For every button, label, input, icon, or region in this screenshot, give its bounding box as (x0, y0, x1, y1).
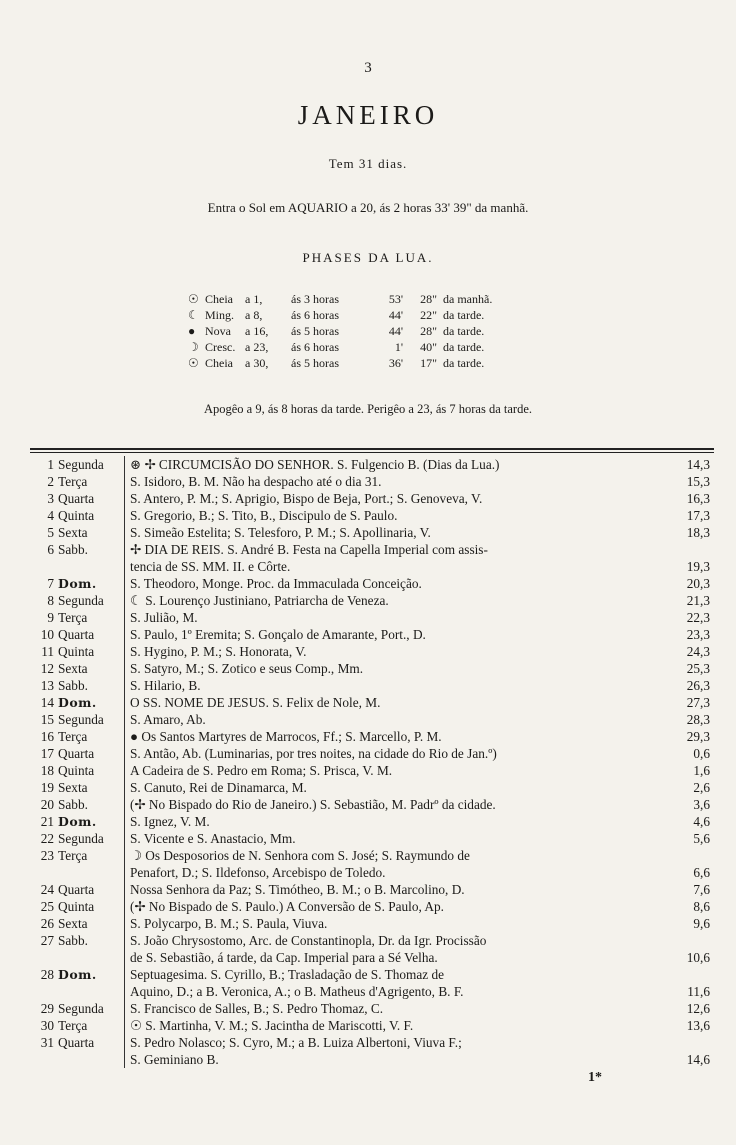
day-entry (125, 915, 714, 932)
moon-age (664, 847, 714, 864)
moon-age: 16,3 (686, 491, 710, 506)
weekday: Sexta (54, 779, 125, 796)
day-row (30, 456, 714, 473)
moon-age: 8,6 (693, 899, 710, 914)
day-entry (125, 694, 714, 711)
moon-age: 27,3 (686, 695, 710, 710)
days-count: Tem 31 dias. (328, 156, 408, 171)
day-entry (125, 932, 714, 966)
day-number: 2 (47, 474, 54, 489)
day-row (30, 694, 714, 711)
day-entry (125, 1017, 714, 1034)
sun-entry-note: Entra o Sol em AQUARIO a 20, ás 2 horas 33' 39" da manhã. (207, 200, 529, 215)
entry-line (130, 473, 714, 490)
saints-text: S. Vicente e S. Anastacio, Mm. (130, 831, 296, 846)
saints-text: S. Paulo, 1º Eremita; S. Gonçalo de Amarante, Port., D. (130, 627, 426, 642)
weekday: Sabb. (54, 796, 125, 813)
phase-day: a 8, (245, 308, 263, 322)
apogee-perigee-note: Apogêo a 9, ás 8 horas da tarde. Perigêo a 23, ás 7 horas da tarde. (203, 402, 532, 416)
entry-line (130, 694, 714, 711)
day-row (30, 609, 714, 626)
day-number: 24 (40, 882, 54, 897)
day-row (30, 830, 714, 847)
entry-line (130, 541, 714, 558)
phase-name: Ming. (205, 308, 235, 322)
day-entry (125, 779, 714, 796)
saints-text: ☾ S. Lourenço Justiniano, Patriarcha de Veneza. (130, 593, 389, 608)
day-row (30, 541, 714, 575)
day-entry (125, 507, 714, 524)
moon-age (664, 932, 714, 949)
moon-age: 3,6 (693, 797, 710, 812)
saints-text: S. Geminiano B. (130, 1052, 219, 1067)
day-number: 3 (47, 491, 54, 506)
day-number: 4 (47, 508, 54, 523)
entry-line (130, 864, 714, 881)
phase-minutes: 1' (394, 340, 403, 354)
signature-mark: 1* (588, 1070, 602, 1085)
phase-day: a 30, (245, 356, 269, 370)
moon-phase-icon: ☽ (188, 340, 199, 354)
moon-phase-icon: ● (188, 324, 196, 338)
day-entry (125, 830, 714, 847)
moon-age: 20,3 (686, 576, 710, 591)
moon-phase-row (188, 323, 492, 339)
moon-age (664, 1034, 714, 1051)
day-number: 12 (40, 661, 54, 676)
day-number: 1 (47, 457, 54, 472)
saints-text: S. Julião, M. (130, 610, 198, 625)
day-entry (125, 1000, 714, 1017)
weekday: Sexta (54, 660, 125, 677)
day-row (30, 779, 714, 796)
day-entry (125, 762, 714, 779)
day-entry (125, 626, 714, 643)
saints-text: S. João Chrysostomo, Arc. de Constantinopla, Dr. da Igr. Procissão (130, 933, 487, 948)
entry-line (130, 592, 714, 609)
day-number: 21 (40, 814, 54, 829)
day-row (30, 762, 714, 779)
day-entry (125, 881, 714, 898)
saints-text: tencia de SS. MM. II. e Côrte. (130, 559, 291, 574)
phase-minutes: 44' (388, 308, 403, 322)
entry-line (130, 898, 714, 915)
entry-line (130, 507, 714, 524)
day-entry (125, 677, 714, 694)
moon-age: 13,6 (686, 1018, 710, 1033)
moon-age: 4,6 (693, 814, 710, 829)
weekday: Quinta (54, 762, 125, 779)
weekday: Sexta (54, 524, 125, 541)
weekday: Segunda (54, 456, 125, 473)
day-entry (125, 643, 714, 660)
day-number: 16 (40, 729, 54, 744)
moon-age: 28,3 (686, 712, 710, 727)
phase-hour: ás 6 horas (291, 308, 339, 322)
day-number: 27 (40, 933, 54, 948)
saints-text: O SS. NOME DE JESUS. S. Felix de Nole, M. (130, 695, 381, 710)
phase-name: Cheia (205, 356, 233, 370)
day-entry (125, 609, 714, 626)
phase-period: da tarde. (443, 356, 485, 370)
day-entry (125, 728, 714, 745)
day-number: 14 (40, 695, 54, 710)
day-number: 7 (47, 576, 54, 591)
saints-text: Penafort, D.; S. Ildefonso, Arcebispo de Toledo. (130, 865, 386, 880)
day-number: 9 (47, 610, 54, 625)
day-row (30, 728, 714, 745)
day-number: 23 (40, 848, 54, 863)
day-entry (125, 966, 714, 1000)
moon-age: 18,3 (686, 525, 710, 540)
entry-line (130, 1051, 714, 1068)
day-number: 28 (40, 967, 54, 982)
page-number: 3 (364, 60, 372, 76)
weekday: Sabb. (54, 932, 125, 966)
weekday: Dom. (54, 575, 125, 592)
day-row (30, 898, 714, 915)
saints-text: S. Hilario, B. (130, 678, 201, 693)
weekday: Terça (54, 473, 125, 490)
day-row (30, 592, 714, 609)
moon-age: 25,3 (686, 661, 710, 676)
weekday: Terça (54, 1017, 125, 1034)
saints-text: S. Ignez, V. M. (130, 814, 210, 829)
moon-age (664, 541, 714, 558)
moon-age: 7,6 (693, 882, 710, 897)
saints-text: S. Isidoro, B. M. Não ha despacho até o dia 31. (130, 474, 382, 489)
saints-text: ☽ Os Desposorios de N. Senhora com S. José; S. Raymundo de (130, 848, 470, 863)
day-entry (125, 796, 714, 813)
double-rule-top (30, 448, 714, 450)
day-entry (125, 1034, 714, 1068)
day-row (30, 813, 714, 830)
day-row (30, 1017, 714, 1034)
saints-text: ☉ S. Martinha, V. M.; S. Jacintha de Mariscotti, V. F. (130, 1018, 414, 1033)
moon-phase-icon: ☉ (188, 292, 199, 306)
day-row (30, 677, 714, 694)
entry-line (130, 1000, 714, 1017)
saints-text: S. Amaro, Ab. (130, 712, 206, 727)
saints-text: (✢ No Bispado de S. Paulo.) A Conversão de S. Paulo, Ap. (130, 899, 445, 914)
saints-text: S. Satyro, M.; S. Zotico e seus Comp., Mm. (130, 661, 364, 676)
day-entry (125, 575, 714, 592)
day-row (30, 524, 714, 541)
moon-age: 5,6 (693, 831, 710, 846)
weekday: Quarta (54, 626, 125, 643)
moon-phase-icon: ☉ (188, 356, 199, 370)
saints-text: S. Antero, P. M.; S. Aprigio, Bispo de Beja, Port.; S. Genoveva, V. (130, 491, 483, 506)
day-entry (125, 660, 714, 677)
day-row (30, 796, 714, 813)
day-number: 25 (40, 899, 54, 914)
saints-text: Septuagesima. S. Cyrillo, B.; Trasladação de S. Thomaz de (130, 967, 445, 982)
moon-phases-list (188, 291, 492, 371)
weekday: Sabb. (54, 677, 125, 694)
entry-line (130, 456, 714, 473)
moon-phase-row (188, 339, 492, 355)
moon-age: 22,3 (686, 610, 710, 625)
saints-text: S. Theodoro, Monge. Proc. da Immaculada Conceição. (130, 576, 422, 591)
phase-period: da tarde. (443, 340, 485, 354)
moon-age: 23,3 (686, 627, 710, 642)
phase-name: Nova (205, 324, 231, 338)
day-number: 19 (40, 780, 54, 795)
day-row (30, 507, 714, 524)
entry-line (130, 728, 714, 745)
saints-text: S. Simeão Estelita; S. Telesforo, P. M.; S. Apollinaria, V. (130, 525, 431, 540)
moon-age: 15,3 (686, 474, 710, 489)
day-entry (125, 711, 714, 728)
weekday: Terça (54, 609, 125, 626)
weekday: Quinta (54, 643, 125, 660)
saints-text: de S. Sebastião, á tarde, da Cap. Imperial para a Sé Velha. (130, 950, 438, 965)
day-number: 13 (40, 678, 54, 693)
phase-hour: ás 5 horas (291, 356, 339, 370)
weekday: Dom. (54, 966, 125, 1000)
phase-seconds: 28" (420, 324, 437, 338)
day-row (30, 932, 714, 966)
day-row (30, 881, 714, 898)
phase-hour: ás 3 horas (291, 292, 339, 306)
entry-line (130, 1034, 714, 1051)
day-row (30, 643, 714, 660)
phase-minutes: 36' (388, 356, 403, 370)
moon-phase-icon: ☾ (188, 308, 199, 322)
saints-text: ● Os Santos Martyres de Marrocos, Ff.; S. Marcello, P. M. (130, 729, 442, 744)
moon-age: 12,6 (686, 1001, 710, 1016)
saints-text: S. Polycarpo, B. M.; S. Paula, Viuva. (130, 916, 328, 931)
weekday: Dom. (54, 694, 125, 711)
double-rule-bottom (30, 452, 714, 453)
saints-text: (✢ No Bispado do Rio de Janeiro.) S. Sebastião, M. Padrº da cidade. (130, 797, 496, 812)
moon-phase-row (188, 307, 492, 323)
day-row (30, 847, 714, 881)
day-row (30, 1000, 714, 1017)
phase-seconds: 17" (420, 356, 437, 370)
day-number: 17 (40, 746, 54, 761)
moon-age: 10,6 (686, 950, 710, 965)
saints-text: S. Antão, Ab. (Luminarias, por tres noites, na cidade do Rio de Jan.º) (130, 746, 497, 761)
moon-age: 17,3 (686, 508, 710, 523)
moon-age: 11,6 (687, 984, 710, 999)
day-number: 29 (40, 1001, 54, 1016)
phase-period: da tarde. (443, 324, 485, 338)
phase-seconds: 40" (420, 340, 437, 354)
day-number: 20 (40, 797, 54, 812)
weekday: Segunda (54, 830, 125, 847)
moon-age: 24,3 (686, 644, 710, 659)
entry-line (130, 779, 714, 796)
phase-hour: ás 5 horas (291, 324, 339, 338)
day-row (30, 966, 714, 1000)
day-entry (125, 898, 714, 915)
day-number: 5 (47, 525, 54, 540)
day-entry (125, 490, 714, 507)
day-entry (125, 456, 714, 473)
entry-line (130, 966, 714, 983)
day-number: 26 (40, 916, 54, 931)
phase-minutes: 44' (388, 324, 403, 338)
saints-text: S. Pedro Nolasco; S. Cyro, M.; a B. Luiza Albertoni, Viuva F.; (130, 1035, 462, 1050)
day-number: 8 (47, 593, 54, 608)
entry-line (130, 813, 714, 830)
saints-text: S. Canuto, Rei de Dinamarca, M. (130, 780, 307, 795)
entry-line (130, 847, 714, 864)
day-row (30, 626, 714, 643)
day-row (30, 711, 714, 728)
day-row (30, 1034, 714, 1068)
entry-line (130, 830, 714, 847)
day-entry (125, 745, 714, 762)
day-entry (125, 524, 714, 541)
month-title: JANEIRO (297, 100, 439, 130)
weekday: Terça (54, 847, 125, 881)
day-row (30, 745, 714, 762)
day-row (30, 915, 714, 932)
moon-age (664, 966, 714, 983)
day-row (30, 473, 714, 490)
day-number: 11 (41, 644, 54, 659)
entry-line (130, 558, 714, 575)
entry-line (130, 932, 714, 949)
entry-line (130, 660, 714, 677)
entry-line (130, 949, 714, 966)
saints-text: S. Gregorio, B.; S. Tito, B., Discipulo de S. Paulo. (130, 508, 398, 523)
day-row (30, 575, 714, 592)
entry-line (130, 796, 714, 813)
weekday: Dom. (54, 813, 125, 830)
calendar-table (30, 456, 714, 1068)
day-row (30, 490, 714, 507)
saints-text: A Cadeira de S. Pedro em Roma; S. Prisca, V. M. (130, 763, 393, 778)
phase-period: da tarde. (443, 308, 485, 322)
moon-age: 6,6 (693, 865, 710, 880)
day-number: 18 (40, 763, 54, 778)
weekday: Quinta (54, 898, 125, 915)
moon-age: 0,6 (693, 746, 710, 761)
moon-phases-title: PHASES DA LUA. (302, 250, 434, 265)
saints-text: Nossa Senhora da Paz; S. Timótheo, B. M.; o B. Marcolino, D. (130, 882, 465, 897)
entry-line (130, 524, 714, 541)
day-number: 31 (40, 1035, 54, 1050)
moon-age: 9,6 (693, 916, 710, 931)
moon-age: 2,6 (693, 780, 710, 795)
moon-age: 21,3 (686, 593, 710, 608)
moon-phase-row (188, 355, 492, 371)
moon-age: 26,3 (686, 678, 710, 693)
phase-day: a 16, (245, 324, 269, 338)
entry-line (130, 490, 714, 507)
weekday: Terça (54, 728, 125, 745)
entry-line (130, 711, 714, 728)
entry-line (130, 983, 714, 1000)
moon-age: 19,3 (686, 559, 710, 574)
weekday: Quarta (54, 490, 125, 507)
day-number: 15 (40, 712, 54, 727)
entry-line (130, 1017, 714, 1034)
weekday: Quarta (54, 881, 125, 898)
weekday: Quarta (54, 745, 125, 762)
entry-line (130, 762, 714, 779)
entry-line (130, 609, 714, 626)
day-entry (125, 473, 714, 490)
day-entry (125, 813, 714, 830)
entry-line (130, 745, 714, 762)
phase-day: a 1, (245, 292, 263, 306)
weekday: Sexta (54, 915, 125, 932)
moon-age: 29,3 (686, 729, 710, 744)
phase-name: Cheia (205, 292, 233, 306)
phase-name: Cresc. (205, 340, 236, 354)
day-number: 22 (40, 831, 54, 846)
entry-line (130, 643, 714, 660)
entry-line (130, 575, 714, 592)
phase-period: da manhã. (443, 292, 493, 306)
day-entry (125, 847, 714, 881)
entry-line (130, 626, 714, 643)
weekday: Segunda (54, 711, 125, 728)
phase-day: a 23, (245, 340, 269, 354)
day-entry (125, 541, 714, 575)
day-number: 6 (47, 542, 54, 557)
day-number: 10 (40, 627, 54, 642)
phase-seconds: 22" (420, 308, 437, 322)
weekday: Quinta (54, 507, 125, 524)
moon-age: 14,6 (686, 1052, 710, 1067)
moon-phase-row (188, 291, 492, 307)
weekday: Quarta (54, 1034, 125, 1068)
weekday: Segunda (54, 1000, 125, 1017)
entry-line (130, 677, 714, 694)
saints-text: ✢ DIA DE REIS. S. André B. Festa na Capella Imperial com assis- (130, 542, 488, 557)
entry-line (130, 881, 714, 898)
saints-text: Aquino, D.; a B. Veronica, A.; o B. Matheus d'Agrigento, B. F. (130, 984, 464, 999)
day-entry (125, 592, 714, 609)
phase-hour: ás 6 horas (291, 340, 339, 354)
entry-line (130, 915, 714, 932)
phase-minutes: 53' (388, 292, 403, 306)
saints-text: S. Hygino, P. M.; S. Honorata, V. (130, 644, 307, 659)
saints-text: ⊛ ✢ CIRCUMCISÃO DO SENHOR. S. Fulgencio B. (Dias da Lua.) (130, 457, 500, 472)
moon-age: 1,6 (693, 763, 710, 778)
weekday: Segunda (54, 592, 125, 609)
day-number: 30 (40, 1018, 54, 1033)
saints-text: S. Francisco de Salles, B.; S. Pedro Thomaz, C. (130, 1001, 384, 1016)
phase-seconds: 28" (420, 292, 437, 306)
moon-age: 14,3 (686, 457, 710, 472)
day-row (30, 660, 714, 677)
weekday: Sabb. (54, 541, 125, 575)
